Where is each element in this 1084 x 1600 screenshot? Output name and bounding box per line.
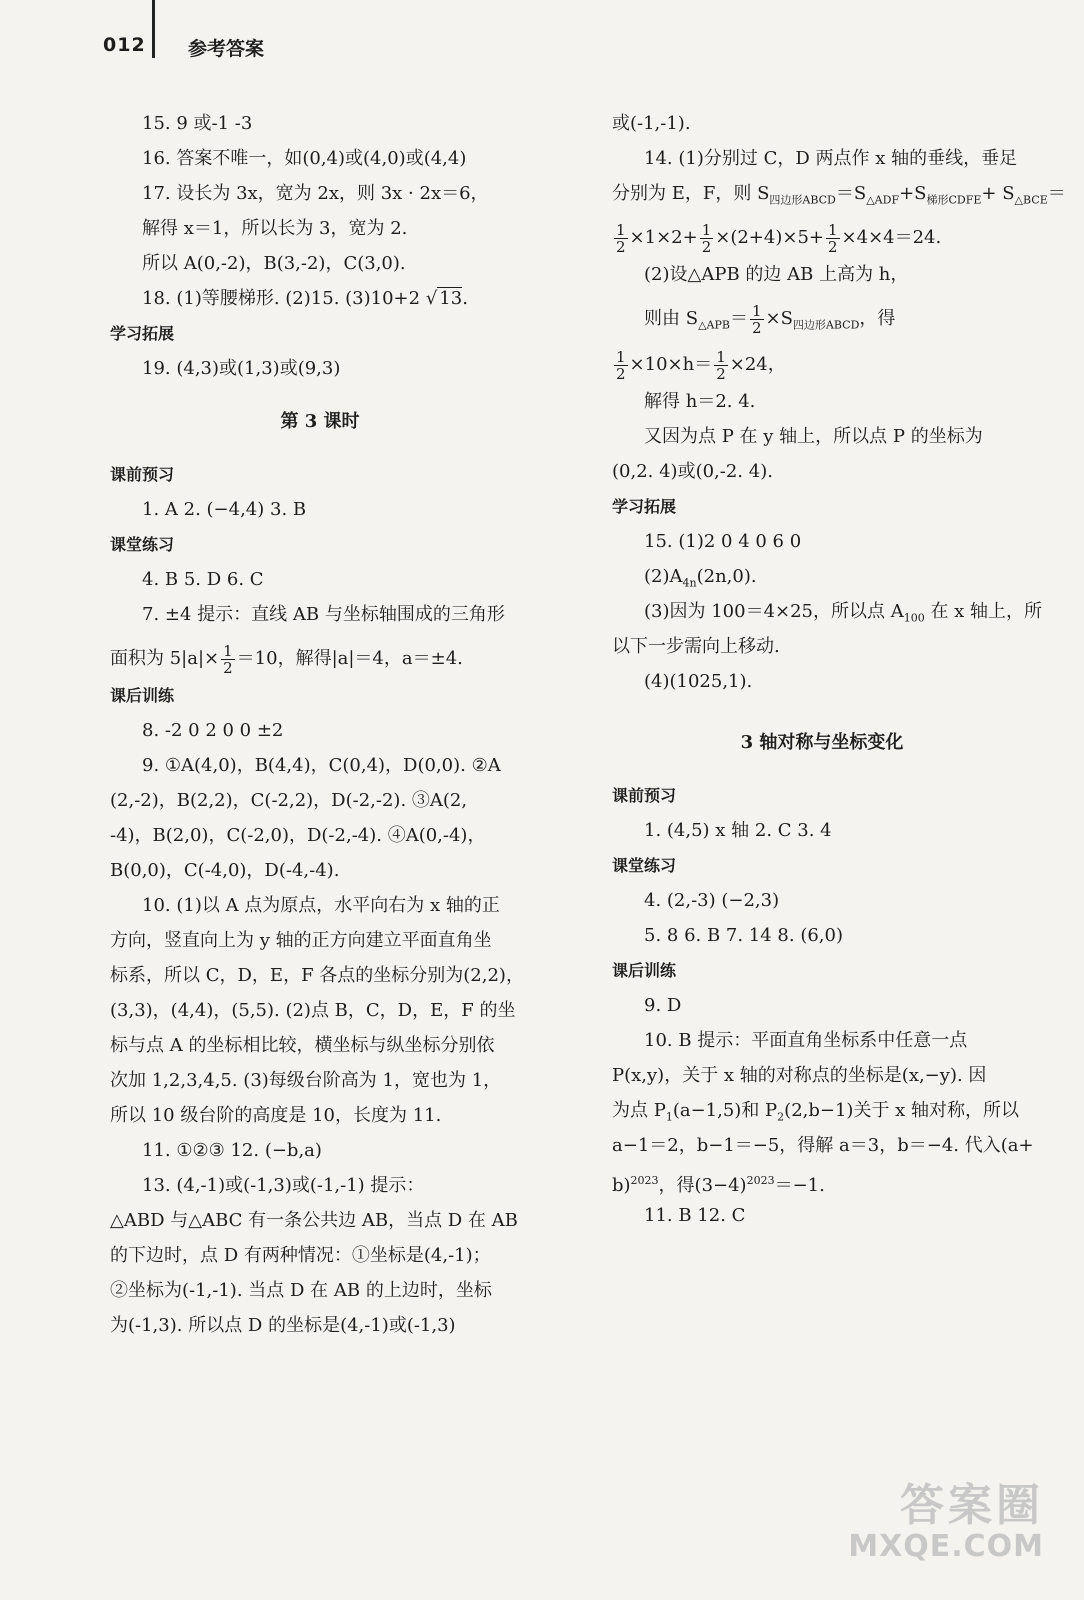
fraction-denominator: 2 [827,237,838,256]
r10e-post: ＝−1. [774,1175,825,1196]
l5-post: ，得 [859,308,896,329]
sqrt-radicand: 13 [439,288,463,309]
fraction-numerator: 1 [751,301,762,320]
term-3: ×4×4＝24. [841,227,942,248]
subscript-100: 100 [903,611,925,625]
answer-14-line2 [612,180,1066,215]
eq-sign: ＝S [835,183,867,204]
answer-15-line5: (4)(1025,1). [644,671,753,692]
eq-sign3: ＝ [729,308,748,329]
superscript-2023-b: 2023 [746,1174,775,1187]
section-heading-classwork-2: 课堂练习 [612,856,677,875]
r10c-pre: 为点 P [612,1100,666,1121]
answer-r10-line5 [612,1167,1032,1202]
answer-1-3: 1. A 2. (−4,4) 3. B [142,499,307,520]
superscript-2023: 2023 [630,1174,659,1187]
answer-13-line3: 的下边时，点 D 有两种情况：①坐标是(4,-1)； [110,1245,491,1266]
answer-8: 8. -2 0 2 0 0 ±2 [142,720,284,741]
answer-14-line1: 14. (1)分别过 C，D 两点作 x 轴的垂线，垂足 [644,148,1018,169]
answer-r5-8: 5. 8 6. B 7. 14 8. (6,0) [644,925,844,946]
answer-14-l2-pre: 分别为 E，F，则 S [612,183,770,204]
answer-15-line4: 以下一步需向上移动. [612,636,780,657]
fraction-numerator: 1 [616,220,626,239]
answer-13-end: 或(-1,-1). [612,113,691,134]
watermark-logo: 答案圈 [900,1480,1044,1531]
eq-sign2: ＝ [1047,183,1066,204]
subscript-1: 1 [665,1110,673,1124]
answer-11-12: 11. ①②③ 12. (−b,a) [142,1140,322,1161]
answer-10-line2: 方向，竖直向上为 y 轴的正方向建立平面直角坐 [110,930,492,951]
answer-15-line3 [612,598,1043,633]
answer-13-line5: 为(-1,3). 所以点 D 的坐标是(4,-1)或(-1,3) [110,1315,456,1336]
answer-7-line2 [110,636,530,682]
answer-10-line1: 10. (1)以 A 点为原点，水平向右为 x 轴的正 [142,895,500,916]
answer-17-line1: 17. 设长为 3x，宽为 2x，则 3x · 2x＝6， [142,183,489,204]
answer-14-line8: 又因为点 P 在 y 轴上，所以点 P 的坐标为 [644,426,983,447]
answer-13-line4: ②坐标为(-1,-1). 当点 D 在 AB 的上边时，坐标 [110,1280,492,1301]
answer-10-line7: 所以 10 级台阶的高度是 10，长度为 11. [110,1105,442,1126]
fraction-half-1 [614,222,628,255]
answer-r10-line1: 10. B 提示：平面直角坐标系中任意一点 [644,1030,968,1051]
fraction-half-2 [700,222,714,255]
fraction-half-4 [750,303,764,336]
l5-pre: 则由 S [644,308,699,329]
answer-17-line2: 解得 x＝1，所以长为 3，宽为 2. [142,218,408,239]
term-1: ×1×2+ [629,227,698,248]
section-heading-homework: 课后训练 [110,686,175,705]
term-2: ×(2+4)×5+ [715,227,824,248]
subscript-bce: △BCE [1014,193,1048,207]
sqrt-symbol: √ 13 [425,288,463,309]
l15c-pre: (3)因为 100＝4×25，所以点 A [644,601,904,622]
section-heading-preview: 课前预习 [110,465,175,484]
answer-r10-line2: P(x,y)，关于 x 轴的对称点的坐标是(x,−y). 因 [612,1065,987,1086]
answer-17-line3: 所以 A(0,-2)，B(3,-2)，C(3,0). [142,253,406,274]
answer-10-line6: 次加 1,2,3,4,5. (3)每级台阶高为 1，宽也为 1， [110,1070,502,1091]
left-column [110,110,530,1347]
fraction-half-5 [614,349,628,382]
answer-7-post: ＝10，解得|a|＝4，a＝±4. [236,648,463,669]
fraction-numerator: 1 [616,347,626,366]
watermark-url: MXQE.COM [848,1529,1044,1564]
l6-term2: ×24， [729,354,786,375]
l15b-post: (2n,0). [696,566,757,587]
section-heading-expand-2: 学习拓展 [612,497,677,516]
fraction-denominator: 2 [616,364,626,383]
answer-14-line9: (0,2. 4)或(0,-2. 4). [612,461,773,482]
answer-9-line2: (2,-2)，B(2,2)，C(-2,2)，D(-2,-2). ③A(2, [110,790,468,811]
right-column [612,110,1066,1237]
answer-9-line4: B(0,0)，C(-4,0)，D(-4,-4). [110,860,340,881]
l15b-pre: (2)A [644,566,683,587]
subscript-adf: △ADF [866,193,900,207]
answer-15-line2 [612,563,1032,598]
answer-14-line6 [612,342,1032,388]
answer-15: 15. 9 或-1 -3 [142,113,253,134]
plus-s: +S [899,183,927,204]
answer-r9: 9. D [644,995,682,1016]
subscript-quad: 四边形ABCD [769,193,836,207]
answer-7-line1: 7. ±4 提示：直线 AB 与坐标轴围成的三角形 [142,604,505,625]
section-heading-preview-2: 课前预习 [612,786,677,805]
section-heading-expand: 学习拓展 [110,324,175,343]
page-number: 012 [103,34,146,56]
section-heading-classwork: 课堂练习 [110,535,175,554]
header-divider [152,0,155,58]
r10e-pre: b) [612,1175,631,1196]
answer-18-end: . [462,288,468,309]
subscript-quad2: 四边形ABCD [792,318,860,332]
r10e-mid: ，得(3−4) [658,1175,747,1196]
l15c-post: 在 x 轴上，所 [924,601,1043,622]
fraction-numerator: 1 [701,220,712,239]
times-s: ×S [765,308,793,329]
answer-10-line3: 标系，所以 C，D，E，F 各点的坐标分别为(2,2)， [110,965,524,986]
subscript-apb: △APB [698,318,730,332]
subscript-2: 2 [777,1110,785,1124]
answer-r4: 4. (2,-3) (−2,3) [644,890,780,911]
answer-14-line5 [612,296,1032,342]
answer-r10-line3 [612,1097,1032,1132]
fraction-numerator: 1 [716,347,726,366]
answer-16: 16. 答案不唯一，如(0,4)或(4,0)或(4,4) [142,148,467,169]
fraction-denominator: 2 [701,237,712,256]
fraction-half-6 [714,349,728,382]
fraction-denominator: 2 [716,364,726,383]
answer-r11-12: 11. B 12. C [644,1205,746,1226]
answer-10-line5: 标与点 A 的坐标相比较，横坐标与纵坐标分别依 [110,1035,495,1056]
answer-4-6: 4. B 5. D 6. C [142,569,264,590]
answer-13-line2: △ABD 与△ABC 有一条公共边 AB，当点 D 在 AB [110,1210,518,1231]
answer-18-text: 18. (1)等腰梯形. (2)15. (3)10+2 [142,288,421,309]
answer-19: 19. (4,3)或(1,3)或(9,3) [142,358,341,379]
answer-15-line1: 15. (1)2 0 4 0 6 0 [644,531,802,552]
header-title: 参考答案 [188,38,265,60]
answer-10-line4: (3,3)，(4,4)，(5,5). (2)点 B，C，D，E，F 的坐 [110,1000,516,1021]
page-header [0,0,1084,80]
fraction-denominator: 2 [751,318,762,337]
answer-7-pre: 面积为 5|a|× [110,648,220,669]
subscript-4n: 4n [682,576,697,590]
lesson-title: 第 3 课时 [280,411,360,432]
answer-14-line4: (2)设△APB 的边 AB 上高为 h， [644,264,909,285]
plus-s2: + S [981,183,1015,204]
r10c-post: (2,b−1)关于 x 轴对称，所以 [784,1100,1020,1121]
fraction-denominator: 2 [223,658,233,677]
answer-r10-line4: a−1＝2，b−1＝−5，得解 a＝3，b＝−4. 代入(a+ [612,1135,1034,1156]
fraction-numerator: 1 [827,220,838,239]
watermark [848,1482,1044,1564]
fraction-denominator: 2 [616,237,626,256]
section-title: 3 轴对称与坐标变化 [740,732,904,753]
subscript-trap: 梯形CDFE [926,193,982,207]
section-heading-homework-2: 课后训练 [612,961,677,980]
answer-14-line3 [612,215,1032,261]
answer-9-line3: -4)，B(2,0)，C(-2,0)，D(-2,-4). ④A(0,-4)， [110,825,486,846]
answer-18 [110,285,530,320]
l6-term1: ×10×h＝ [629,354,713,375]
fraction-half-3 [826,222,840,255]
answer-13-line1: 13. (4,-1)或(-1,3)或(-1,-1) 提示： [142,1175,425,1196]
fraction-one-half [221,643,235,676]
answer-14-line7: 解得 h＝2. 4. [644,391,756,412]
answer-r1-3: 1. (4,5) x 轴 2. C 3. 4 [644,820,832,841]
fraction-numerator: 1 [223,641,233,660]
r10c-mid: (a−1,5)和 P [672,1100,778,1121]
answer-9-line1: 9. ①A(4,0)，B(4,4)，C(0,4)，D(0,0). ②A [142,755,501,776]
